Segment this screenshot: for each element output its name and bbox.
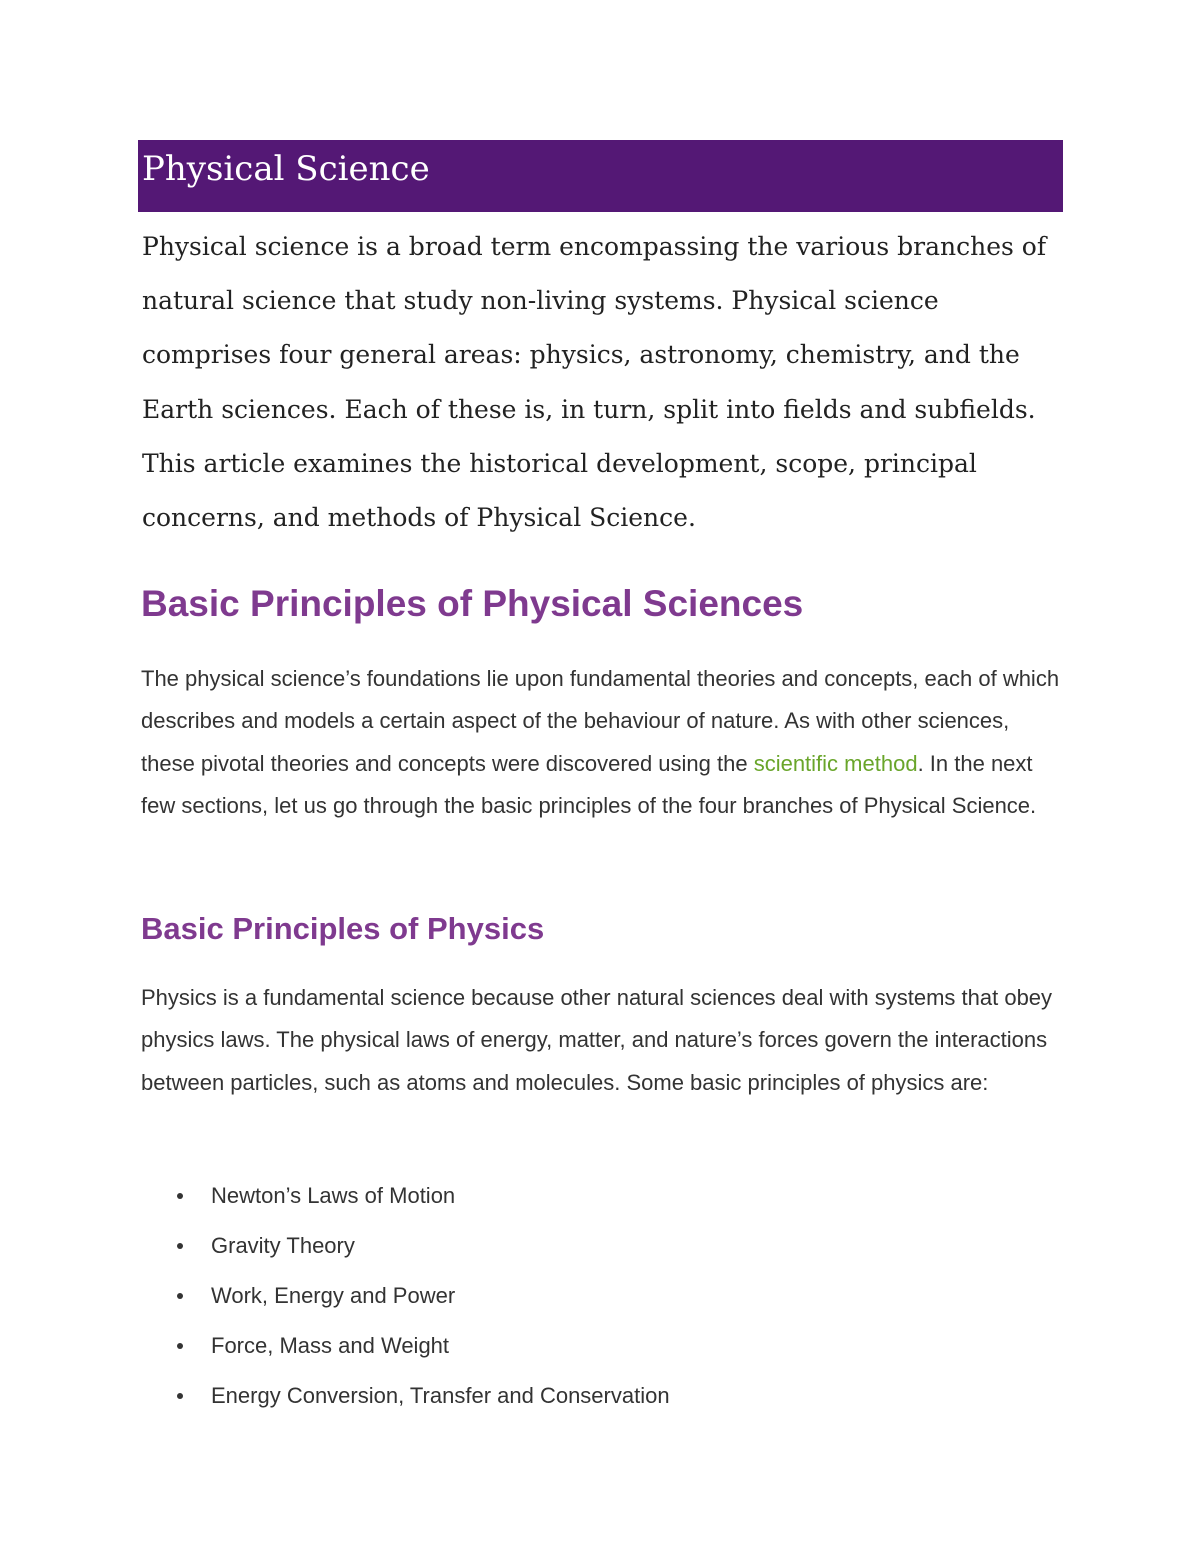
page-title: Physical Science xyxy=(142,149,430,189)
bullet-icon xyxy=(177,1243,183,1249)
list-item xyxy=(141,1274,1041,1324)
paragraph-text: . In the next few sections, let us go through the basic principles of the four branches of Physical Science. xyxy=(141,750,1037,819)
intro-line: Physical science is a broad term encompassing the various branches of xyxy=(142,232,1047,261)
bullet-icon xyxy=(177,1193,183,1199)
bullet-icon xyxy=(177,1393,183,1399)
intro-line: concerns, and methods of Physical Science. xyxy=(142,503,696,533)
bullet-icon xyxy=(177,1343,183,1349)
physics-principles-list xyxy=(141,1174,1041,1424)
list-item xyxy=(141,1374,1041,1424)
scientific-method-link[interactable]: scientific method xyxy=(753,750,918,776)
list-item xyxy=(141,1324,1041,1374)
list-item-label: Force, Mass and Weight xyxy=(211,1333,450,1358)
intro-paragraph xyxy=(142,220,1052,545)
paragraph-text: The physical science’s foundations lie upon fundamental theories and concepts, each of which describes and models a certain aspect of the behaviour of nature. As with other sciences, these pivotal theories and concepts were discovered using the xyxy=(141,666,1060,776)
intro-line: natural science that study non-living systems. Physical science xyxy=(142,286,939,316)
section-paragraph-physics: Physics is a fundamental science because other natural sciences deal with systems that obey physics laws. The physical laws of energy, matter, and nature’s forces govern the interactions between particles, such as atoms and molecules. Some basic principles of physics are: xyxy=(141,985,1053,1095)
intro-line: comprises four general areas: physics, astronomy, chemistry, and the xyxy=(142,340,1020,370)
list-item-label: Newton’s Laws of Motion xyxy=(211,1183,456,1208)
section-paragraph-physical-sciences xyxy=(141,658,1061,828)
title-banner xyxy=(138,140,1063,212)
list-item xyxy=(141,1174,1041,1224)
list-item-label: Work, Energy and Power xyxy=(211,1283,456,1308)
section-heading-physics: Basic Principles of Physics xyxy=(141,911,545,946)
list-item-label: Gravity Theory xyxy=(211,1233,355,1258)
section-heading-physical-sciences: Basic Principles of Physical Sciences xyxy=(141,583,804,624)
list-item xyxy=(141,1224,1041,1274)
intro-line: Earth sciences. Each of these is, in turn, split into fields and subfields. xyxy=(142,394,1036,424)
list-item-label: Energy Conversion, Transfer and Conservation xyxy=(211,1383,670,1408)
intro-line: This article examines the historical development, scope, principal xyxy=(142,448,977,478)
bullet-icon xyxy=(177,1293,183,1299)
